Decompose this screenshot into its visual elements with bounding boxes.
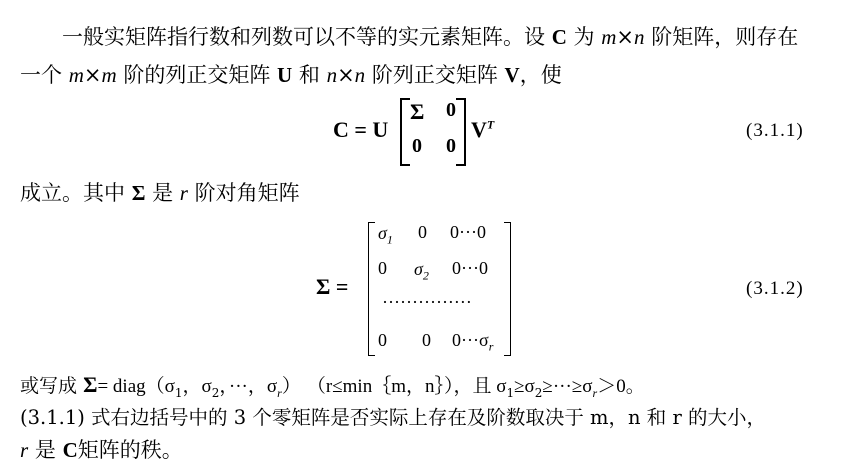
subscript: 2 (211, 385, 220, 400)
left-bracket (368, 222, 375, 356)
var-n: n (326, 63, 338, 87)
paragraph-1-line-1 (62, 24, 798, 50)
paragraph-1-line-2 (20, 62, 562, 88)
cell-r1c2: 0 (418, 222, 427, 242)
cell-r2c1: 0 (378, 258, 387, 278)
row-dots: ··············· (382, 292, 472, 312)
text: 是 (34, 438, 56, 462)
symbol-sigma: Σ (83, 372, 98, 397)
text: ，使 (519, 63, 562, 87)
times-sign: × (337, 63, 355, 87)
matrix-symbol-C: C (62, 438, 78, 462)
text: ＞0。 (597, 376, 645, 397)
var-r: r (20, 438, 29, 462)
var-n: n (634, 25, 645, 49)
text: 为 (573, 25, 595, 49)
cell-r4c3 (452, 330, 493, 355)
text: ，···，σ (219, 376, 278, 397)
paragraph-3 (20, 372, 645, 406)
text: ，σ (182, 376, 212, 397)
text: 或写成 (20, 375, 78, 397)
equation-lhs: C = U (333, 117, 389, 142)
subscript: 1 (506, 385, 515, 400)
symbol-sigma: Σ (131, 181, 146, 205)
times-sign: × (616, 25, 635, 49)
times-sign: × (83, 63, 102, 87)
cell-r1c3: 0···0 (450, 222, 486, 242)
text: = diag（σ (97, 376, 175, 397)
text: 一般实矩阵指行数和列数可以不等的实元素矩阵。设 (62, 25, 545, 49)
var-m: m (601, 25, 617, 49)
text: 一个 (20, 63, 62, 87)
right-bracket (456, 98, 466, 166)
right-bracket (504, 222, 511, 356)
matrix-symbol-U: U (277, 63, 293, 87)
left-bracket (400, 98, 410, 166)
text: 矩阵的秩。 (77, 438, 183, 462)
cell-r4c1: 0 (378, 330, 387, 350)
text: 和 (298, 63, 320, 87)
subscript: r (488, 339, 494, 354)
paragraph-4-line-2 (20, 437, 183, 463)
var-V: V (471, 117, 487, 142)
text: ≥···≥σ (542, 376, 593, 397)
subscript: r (277, 385, 282, 400)
var-m: m (68, 63, 84, 87)
paragraph-4-line-1: (3.1.1) 式右边括号中的 3 个零矩阵是否实际上存在及阶数取决于 m，n 和 r 的大小， (20, 406, 766, 429)
text: ） (281, 375, 301, 397)
sigma: σ (414, 259, 423, 279)
text: 阶对角矩阵 (194, 181, 300, 205)
text: 成立。其中 (20, 181, 125, 205)
subscript: r (592, 385, 598, 400)
var-r: r (179, 181, 188, 205)
paragraph-2 (20, 180, 300, 206)
cell-r1c1 (378, 223, 393, 248)
matrix-zero: 0 (446, 135, 456, 157)
matrix-zero: 0 (412, 135, 422, 157)
matrix-sigma: Σ (410, 99, 425, 124)
subscript: 1 (386, 232, 393, 247)
subscript: 2 (534, 385, 543, 400)
superscript-T: T (486, 117, 495, 132)
text: 0···σ (452, 330, 489, 350)
text: 阶列正交矩阵 (371, 63, 498, 87)
equation-number: (3.1.1) (746, 120, 804, 141)
text: ≥σ (514, 376, 535, 397)
cell-r2c2 (414, 259, 429, 284)
text: 阶矩阵，则存在 (651, 25, 799, 49)
cell-r4c2: 0 (422, 330, 431, 350)
subscript: 2 (422, 268, 429, 283)
cell-r2c3: 0···0 (452, 258, 488, 278)
equation-number: (3.1.2) (746, 278, 804, 299)
text: （r≤min｛m，n｝），且 σ (306, 376, 507, 397)
sigma: σ (378, 223, 387, 243)
var-n: n (354, 63, 366, 87)
matrix-V-transpose (471, 117, 494, 143)
matrix-symbol-V: V (504, 63, 520, 87)
equation-lhs: Σ = (316, 274, 349, 299)
var-m: m (101, 63, 117, 87)
matrix-zero: 0 (446, 99, 456, 121)
subscript: 1 (174, 385, 183, 400)
text: 是 (152, 181, 174, 205)
text: 阶的列正交矩阵 (123, 63, 271, 87)
matrix-symbol-C: C (551, 25, 567, 49)
